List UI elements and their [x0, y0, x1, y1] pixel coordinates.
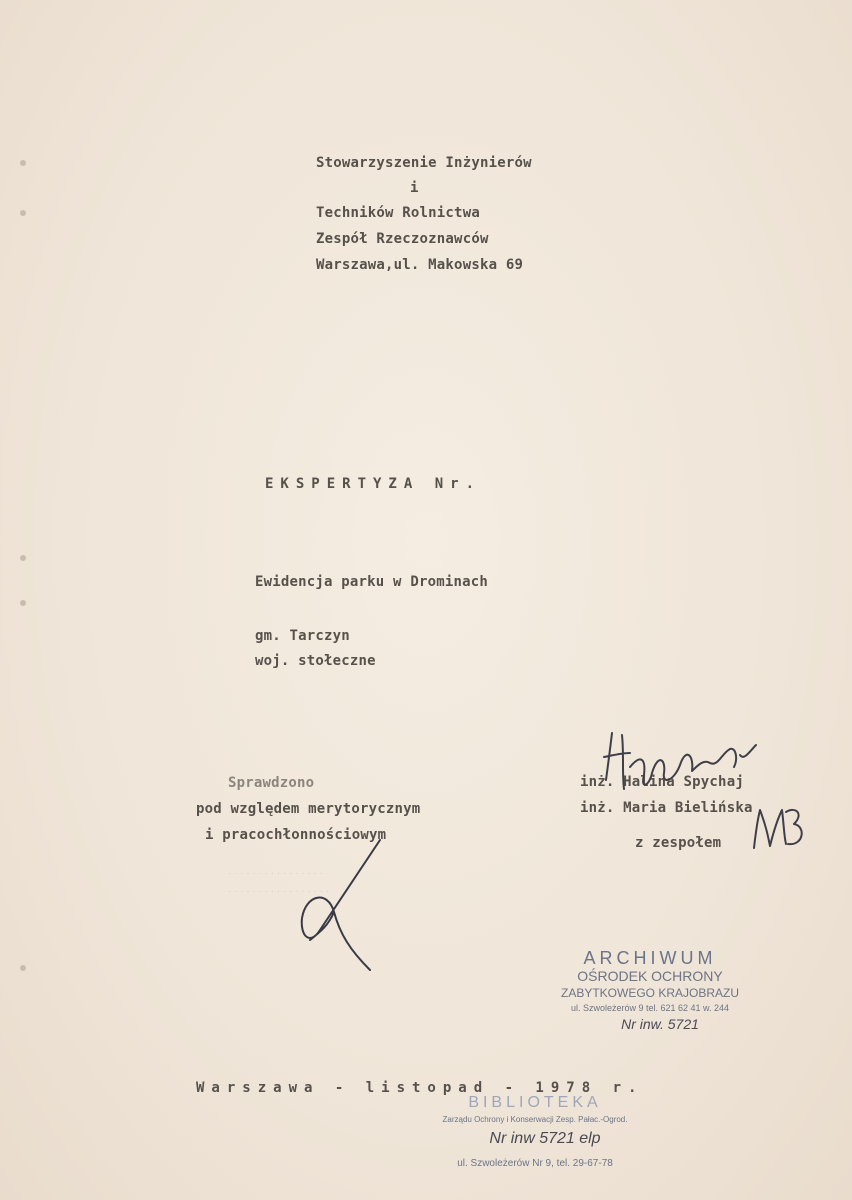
punch-hole	[20, 965, 26, 971]
library-stamp-address: ul. Szwoleżerów Nr 9, tel. 29-67-78	[457, 1158, 613, 1169]
punch-hole	[20, 210, 26, 216]
library-inventory-number: Nr inw 5721 elp	[489, 1130, 601, 1147]
author-line-2: inż. Maria Bielińska	[580, 800, 753, 816]
signature-spychaj-icon	[600, 725, 780, 795]
verification-line-1: Sprawdzono	[228, 775, 315, 791]
document-title: EKSPERTYZA Nr.	[265, 476, 482, 492]
archive-inventory-number: Nr inw. 5721	[621, 1016, 699, 1032]
archive-stamp-line-2: OŚRODEK OCHRONY	[577, 968, 723, 984]
archive-stamp-address: ul. Szwoleżerów 9 tel. 621 62 41 w. 244	[570, 1003, 730, 1013]
header-line-5: Warszawa,ul. Makowska 69	[316, 257, 524, 273]
library-stamp-title: BIBLIOTEKA	[468, 1094, 602, 1111]
subject-line-1: Ewidencja parku w Drominach	[255, 574, 488, 590]
verification-signature-icon	[280, 830, 400, 980]
punch-hole	[20, 160, 26, 166]
punch-hole	[20, 555, 26, 561]
header-line-1: Stowarzyszenie Inżynierów	[316, 155, 532, 171]
header-line-2: i	[410, 180, 419, 196]
show-through-text: · · · · · · · · · · · · · · · · ·	[228, 886, 330, 897]
footer-place-date: Warszawa - listopad - 1978 r.	[196, 1080, 644, 1096]
signature-bielinska-icon	[748, 800, 808, 860]
author-line-1: inż. Halina Spychaj	[580, 774, 744, 790]
header-line-3: Techników Rolnictwa	[316, 205, 480, 221]
verification-line-2: pod względem merytorycznym	[196, 801, 421, 817]
subject-line-3: woj. stołeczne	[255, 653, 376, 669]
header-line-4: Zespół Rzeczoznawców	[316, 231, 489, 247]
verification-line-3: i pracochłonnościowym	[205, 827, 387, 843]
archive-stamp-line-3: ZABYTKOWEGO KRAJOBRAZU	[560, 986, 740, 1000]
author-line-3: z zespołem	[635, 835, 722, 851]
subject-line-2: gm. Tarczyn	[255, 628, 350, 644]
punch-hole	[20, 600, 26, 606]
archive-stamp-title: ARCHIWUM	[583, 948, 717, 968]
library-stamp-line-2: Zarządu Ochrony i Konserwacji Zesp. Pałac.-Ogrod.	[442, 1115, 628, 1124]
show-through-text: · · · · · · · · · · · · · · · ·	[228, 868, 323, 879]
